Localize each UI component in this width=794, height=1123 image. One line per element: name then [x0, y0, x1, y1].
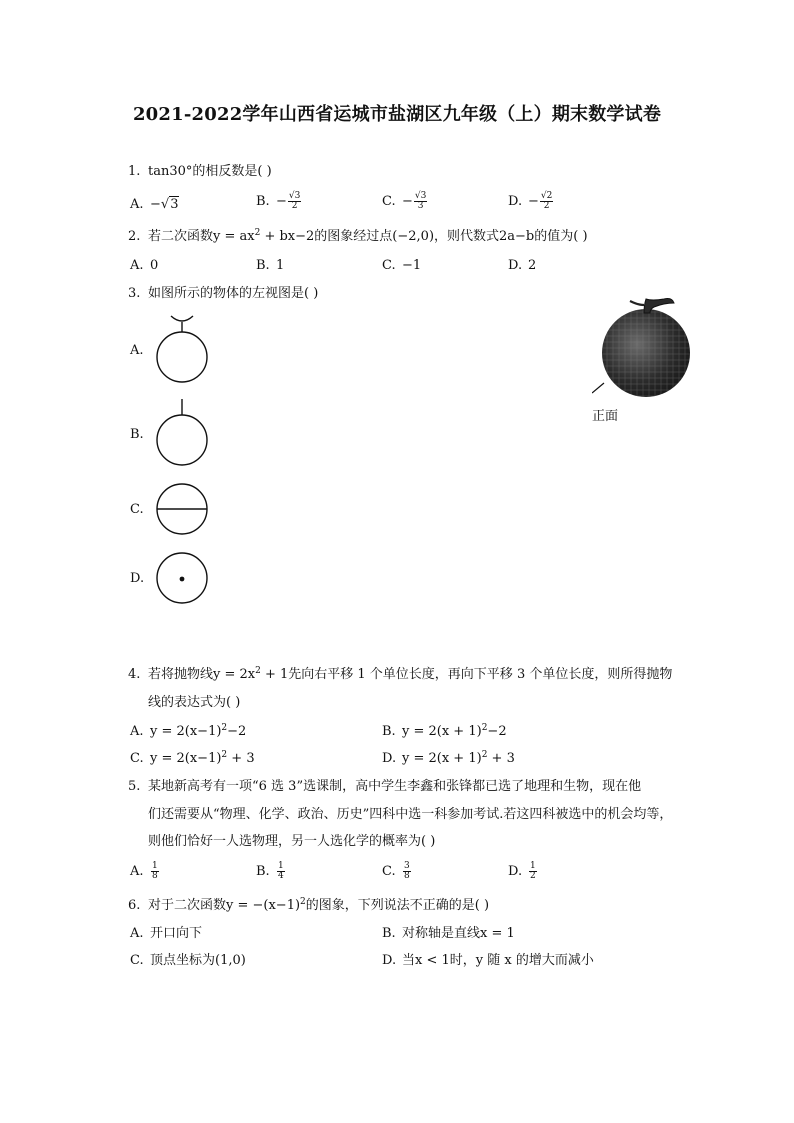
q3-option-c-label: C.	[130, 502, 144, 517]
question-number: 4.	[128, 667, 141, 682]
q2-option-b: B. 1	[256, 258, 285, 273]
q5-option-a: A. $\frac{1}{8}$	[130, 861, 158, 881]
page-title: 2021-2022学年山西省运城市盐湖区九年级（上）期末数学试卷	[132, 104, 662, 125]
question-stem: tan30°的相反数是( )	[148, 164, 272, 179]
question-5-line-3: 则他们恰好一人选物理，另一人选化学的概率为( )	[148, 834, 436, 849]
question-number: 6.	[128, 898, 141, 913]
q4-option-a: A. $y = 2(x-1)^2-2$	[130, 723, 247, 739]
question-5-line-2: 们还需要从“物理、化学、政治、历史”四科中选一科参加考试.若这四科被选中的机会均等，	[148, 807, 673, 822]
fraction: $\frac{√2}{2}$	[540, 191, 553, 211]
q2-option-d: D. 2	[508, 258, 537, 273]
q3-option-b-label: B.	[130, 427, 144, 442]
melon-photo	[592, 291, 692, 403]
question-2: 2. 若二次函数$y = ax^2 + bx-2$的图象经过点(−2,0)，则代数式2a−b的值为( )	[128, 228, 588, 244]
sqrt-symbol: √3	[160, 197, 179, 212]
q1-option-c: C. − $\frac{√3}{3}$	[382, 191, 427, 211]
q4-option-b: B. $y = 2(x + 1)^2-2$	[382, 723, 507, 739]
q5-option-b: B. $\frac{1}{4}$	[256, 861, 284, 881]
fraction: $\frac{√3}{3}$	[414, 191, 427, 211]
q5-option-c: C. $\frac{3}{8}$	[382, 861, 410, 881]
q2-option-c: C. −1	[382, 258, 422, 273]
question-3: 3. 如图所示的物体的左视图是( )	[128, 286, 319, 301]
q4-option-d: D. $y = 2(x + 1)^2 + 3$	[382, 750, 515, 766]
q6-option-b: B. 对称轴是直线x = 1	[382, 926, 515, 941]
question-number: 3.	[128, 286, 141, 301]
q3-option-d-figure	[150, 550, 214, 608]
q5-option-d: D. $\frac{1}{2}$	[508, 861, 536, 881]
q1-option-d: D. − $\frac{√2}{2}$	[508, 191, 553, 211]
question-1	[128, 163, 272, 181]
question-number: 5.	[128, 779, 141, 794]
question-6: 6. 对于二次函数$y = -(x-1)^2$的图象，下列说法不正确的是( )	[128, 897, 490, 913]
q3-option-a-label: A.	[130, 343, 144, 358]
q2-option-a: A. 0	[130, 258, 159, 273]
q1-option-a: A. −√3	[130, 197, 179, 212]
question-4-line-2: 线的表达式为( )	[148, 695, 241, 710]
q6-option-a: A. 开口向下	[130, 926, 203, 941]
q3-option-d-label: D.	[130, 571, 145, 586]
q3-option-a-figure	[150, 308, 214, 388]
q3-option-c-figure	[150, 482, 214, 538]
q4-option-c: C. $y = 2(x-1)^2 + 3$	[130, 750, 255, 766]
q1-option-b: B. − $\frac{√3}{2}$	[256, 191, 301, 211]
question-number: 2.	[128, 229, 141, 244]
question-number: 1.	[128, 164, 141, 179]
fraction: $\frac{√3}{2}$	[288, 191, 301, 211]
question-5: 5. 某地新高考有一项“6 选 3”选课制，高中学生李鑫和张锋都已选了地理和生物，现在他	[128, 779, 642, 794]
q6-option-d: D. 当x < 1时，y 随 x 的增大而减小	[382, 953, 594, 968]
question-4: 4. 若将抛物线$y = 2x^2 + 1$先向右平移 1 个单位长度，再向下平移 3 个单位长度，则所得抛物	[128, 666, 673, 682]
front-view-caption: 正面	[592, 409, 619, 424]
q6-option-c: C. 顶点坐标为(1,0)	[130, 953, 246, 968]
q3-option-b-figure	[150, 396, 214, 468]
